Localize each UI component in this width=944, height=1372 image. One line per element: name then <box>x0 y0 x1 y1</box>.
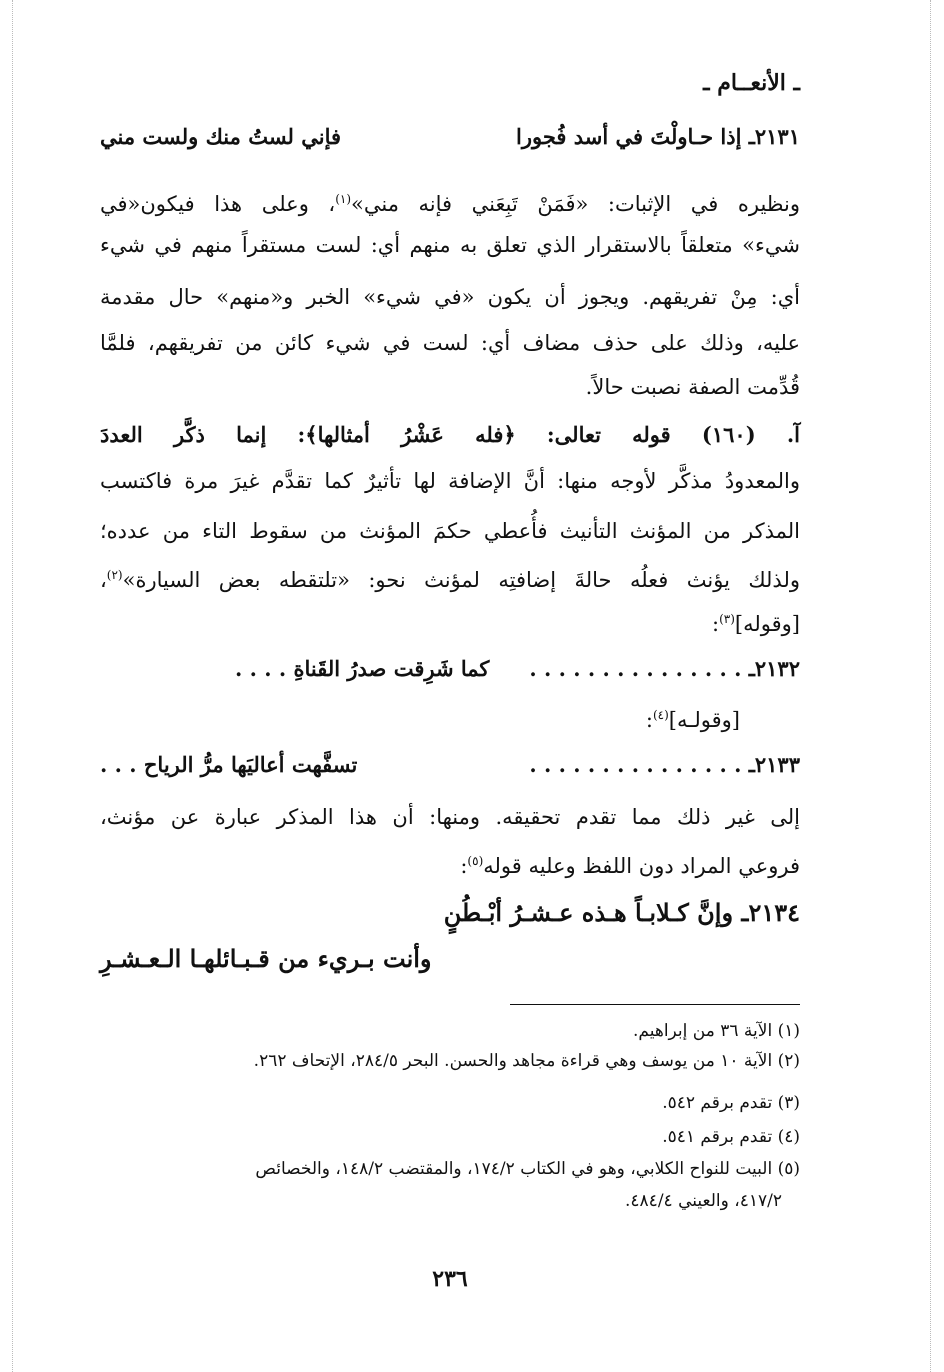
footnote-ref: (١) <box>335 192 352 206</box>
page: ـ الأنعــام ـ ٢١٣١ـ إذا حـاولْتَ في أسد فُجورا فإني لستُ منك ولست مني ونظيره في الإثبات: «فَمَنْ تَبِعَني فإنه مني»$^{(١)}$، وعلى هذا فيكون«في شيء» متعلقاً بالاستقرار الذي تعلق به منهم أي: لست مستقراً منهم في شيء أي: مِنْ تفريقهم. ويجوز أن يكون «في شيء» الخبر و«منهم» حال مقدمة عليه، وذلك على حذف مضاف أي: لست في شيء كائن من تفريقهم، فلمَّا قُدِّمت الصفة نصبت حالاً. آ. (١٦٠) قوله تعالى: ﴿فله عَشْرُ أمثالها﴾: إنما ذكَّر العددَ والمعدودُ مذكَّر لأوجه منها: أنَّ الإضافة لها تأثيرٌ كما تقدَّم غيرَ مرة فاكتسب المذكر من المؤنث التأنيث فأُعطي حكمَ المؤنث من سقوط التاء من عدده؛ ولذلك يؤنث فعلُه حالةَ إضافتِه لمؤنث نحو: «تلتقطه بعض السيارة»$^{(٢)}$، [وقوله]$^{(٣)}$: ٢١٣٢ـ . . . . . . . . . . . . . . . كما شَرِقت صدرُ القَناةِ . . . . [وقولـه]$^{(٤)}$: ٢١٣٣ـ . . . . . . . . . . . . . . . تسفَّهت أعاليَها مرُّ الرياح . . . إلى غير ذلك مما تقدم تحقيقه. ومنها: أن هذا المذكر عبارة عن مؤنث، فروعي المراد دون اللفظ وعليه قوله$^{(٥)}$: ٢١٣٤ـ وإنَّ كـلابـاً هـذه عـشـرُ أبْـطُنٍ وأنت بـريء من قـبـائلهـا الـعـشـرِ (١) الآية ٣٦ من إبراهيم. (٢) الآية ١٠ من يوسف وهي قراءة مجاهد والحسن. البحر ٢٨٤/٥، الإتحاف ٢٦٢. (٣) تقدم برقم ٥٤٢. (٤) تقدم برقم ٥٤١. (٥) البيت للنواح الكلابي، وهو في الكتاب ١٧٤/٢، والمقتضب ١٤٨/٢، والخصائص ٤١٧/٢، والعيني ٤٨٤/٤. ٢٣٦ <box>100 70 800 1292</box>
text-line: فروعي المراد دون اللفظ وعليه قوله$^{(٥)}$: <box>460 854 800 878</box>
footnote-1: (١) الآية ٣٦ من إبراهيم. <box>633 1021 800 1041</box>
footnote-2: (٢) الآية ١٠ من يوسف وهي قراءة مجاهد والحسن. البحر ٢٨٤/٥، الإتحاف ٢٦٢. <box>253 1051 800 1071</box>
text-line: أي: مِنْ تفريقهم. ويجوز أن يكون «في شيء» الخبر و«منهم» حال مقدمة <box>100 285 800 309</box>
text-line: عليه، وذلك على حذف مضاف أي: لست في شيء كائن من تفريقهم، فلمَّا <box>100 331 800 355</box>
text-line: قُدِّمت الصفة نصبت حالاً. <box>585 375 800 399</box>
footnote-4: (٤) تقدم برقم ٥٤١. <box>662 1127 800 1147</box>
text-line: إلى غير ذلك مما تقدم تحقيقه. ومنها: أن هذا المذكر عبارة عن مؤنث، <box>100 805 800 829</box>
verse-2134-second-hemistich: وأنت بـريء من قـبـائلهـا الـعـشـرِ <box>100 944 432 973</box>
text-line: المذكر من المؤنث التأنيث فأُعطي حكمَ المؤنث من سقوط التاء من عدده؛ <box>100 519 800 543</box>
footnote-5: (٥) البيت للنواح الكلابي، وهو في الكتاب ١٧٤/٢، والمقتضب ١٤٨/٢، والخصائص <box>255 1159 800 1179</box>
text-line: ولذلك يؤنث فعلُه حالةَ إضافتِه لمؤنث نحو: «تلتقطه بعض السيارة»$^{(٢)}$، <box>100 568 800 592</box>
right-margin-dots <box>930 0 933 1372</box>
page-number: ٢٣٦ <box>432 1266 468 1292</box>
text-line: [وقوله]$^{(٣)}$: <box>712 612 800 636</box>
text-line: [وقولـه]$^{(٤)}$: <box>645 708 740 732</box>
footnote-5-continued: ٤١٧/٢، والعيني ٤٨٤/٤. <box>625 1191 782 1211</box>
left-margin-dots <box>12 0 15 1372</box>
footnote-separator <box>510 1004 800 1005</box>
text-line: والمعدودُ مذكَّر لأوجه منها: أنَّ الإضافة لها تأثيرٌ كما تقدَّم غيرَ مرة فاكتسب <box>100 469 800 493</box>
footnote-ref: (٣) <box>719 612 735 626</box>
footnote-ref: (٢) <box>106 568 123 582</box>
footnote-ref: (٥) <box>467 854 484 868</box>
text-line: ونظيره في الإثبات: «فَمَنْ تَبِعَني فإنه مني»$^{(١)}$، وعلى هذا فيكون«في <box>100 192 800 216</box>
footnote-ref: (٤) <box>652 708 669 722</box>
footnote-3: (٣) تقدم برقم ٥٤٢. <box>662 1093 800 1113</box>
verse-2134-first-hemistich: ٢١٣٤ـ وإنَّ كـلابـاً هـذه عـشـرُ أبْـطُنٍ <box>443 898 800 927</box>
verse-commentary-heading: آ. (١٦٠) قوله تعالى: ﴿فله عَشْرُ أمثالها﴾: إنما ذكَّر العددَ <box>100 422 800 447</box>
running-header: ـ الأنعــام ـ <box>703 70 800 96</box>
text-line: شيء» متعلقاً بالاستقرار الذي تعلق به منهم أي: لست مستقراً منهم في شيء <box>100 233 800 257</box>
